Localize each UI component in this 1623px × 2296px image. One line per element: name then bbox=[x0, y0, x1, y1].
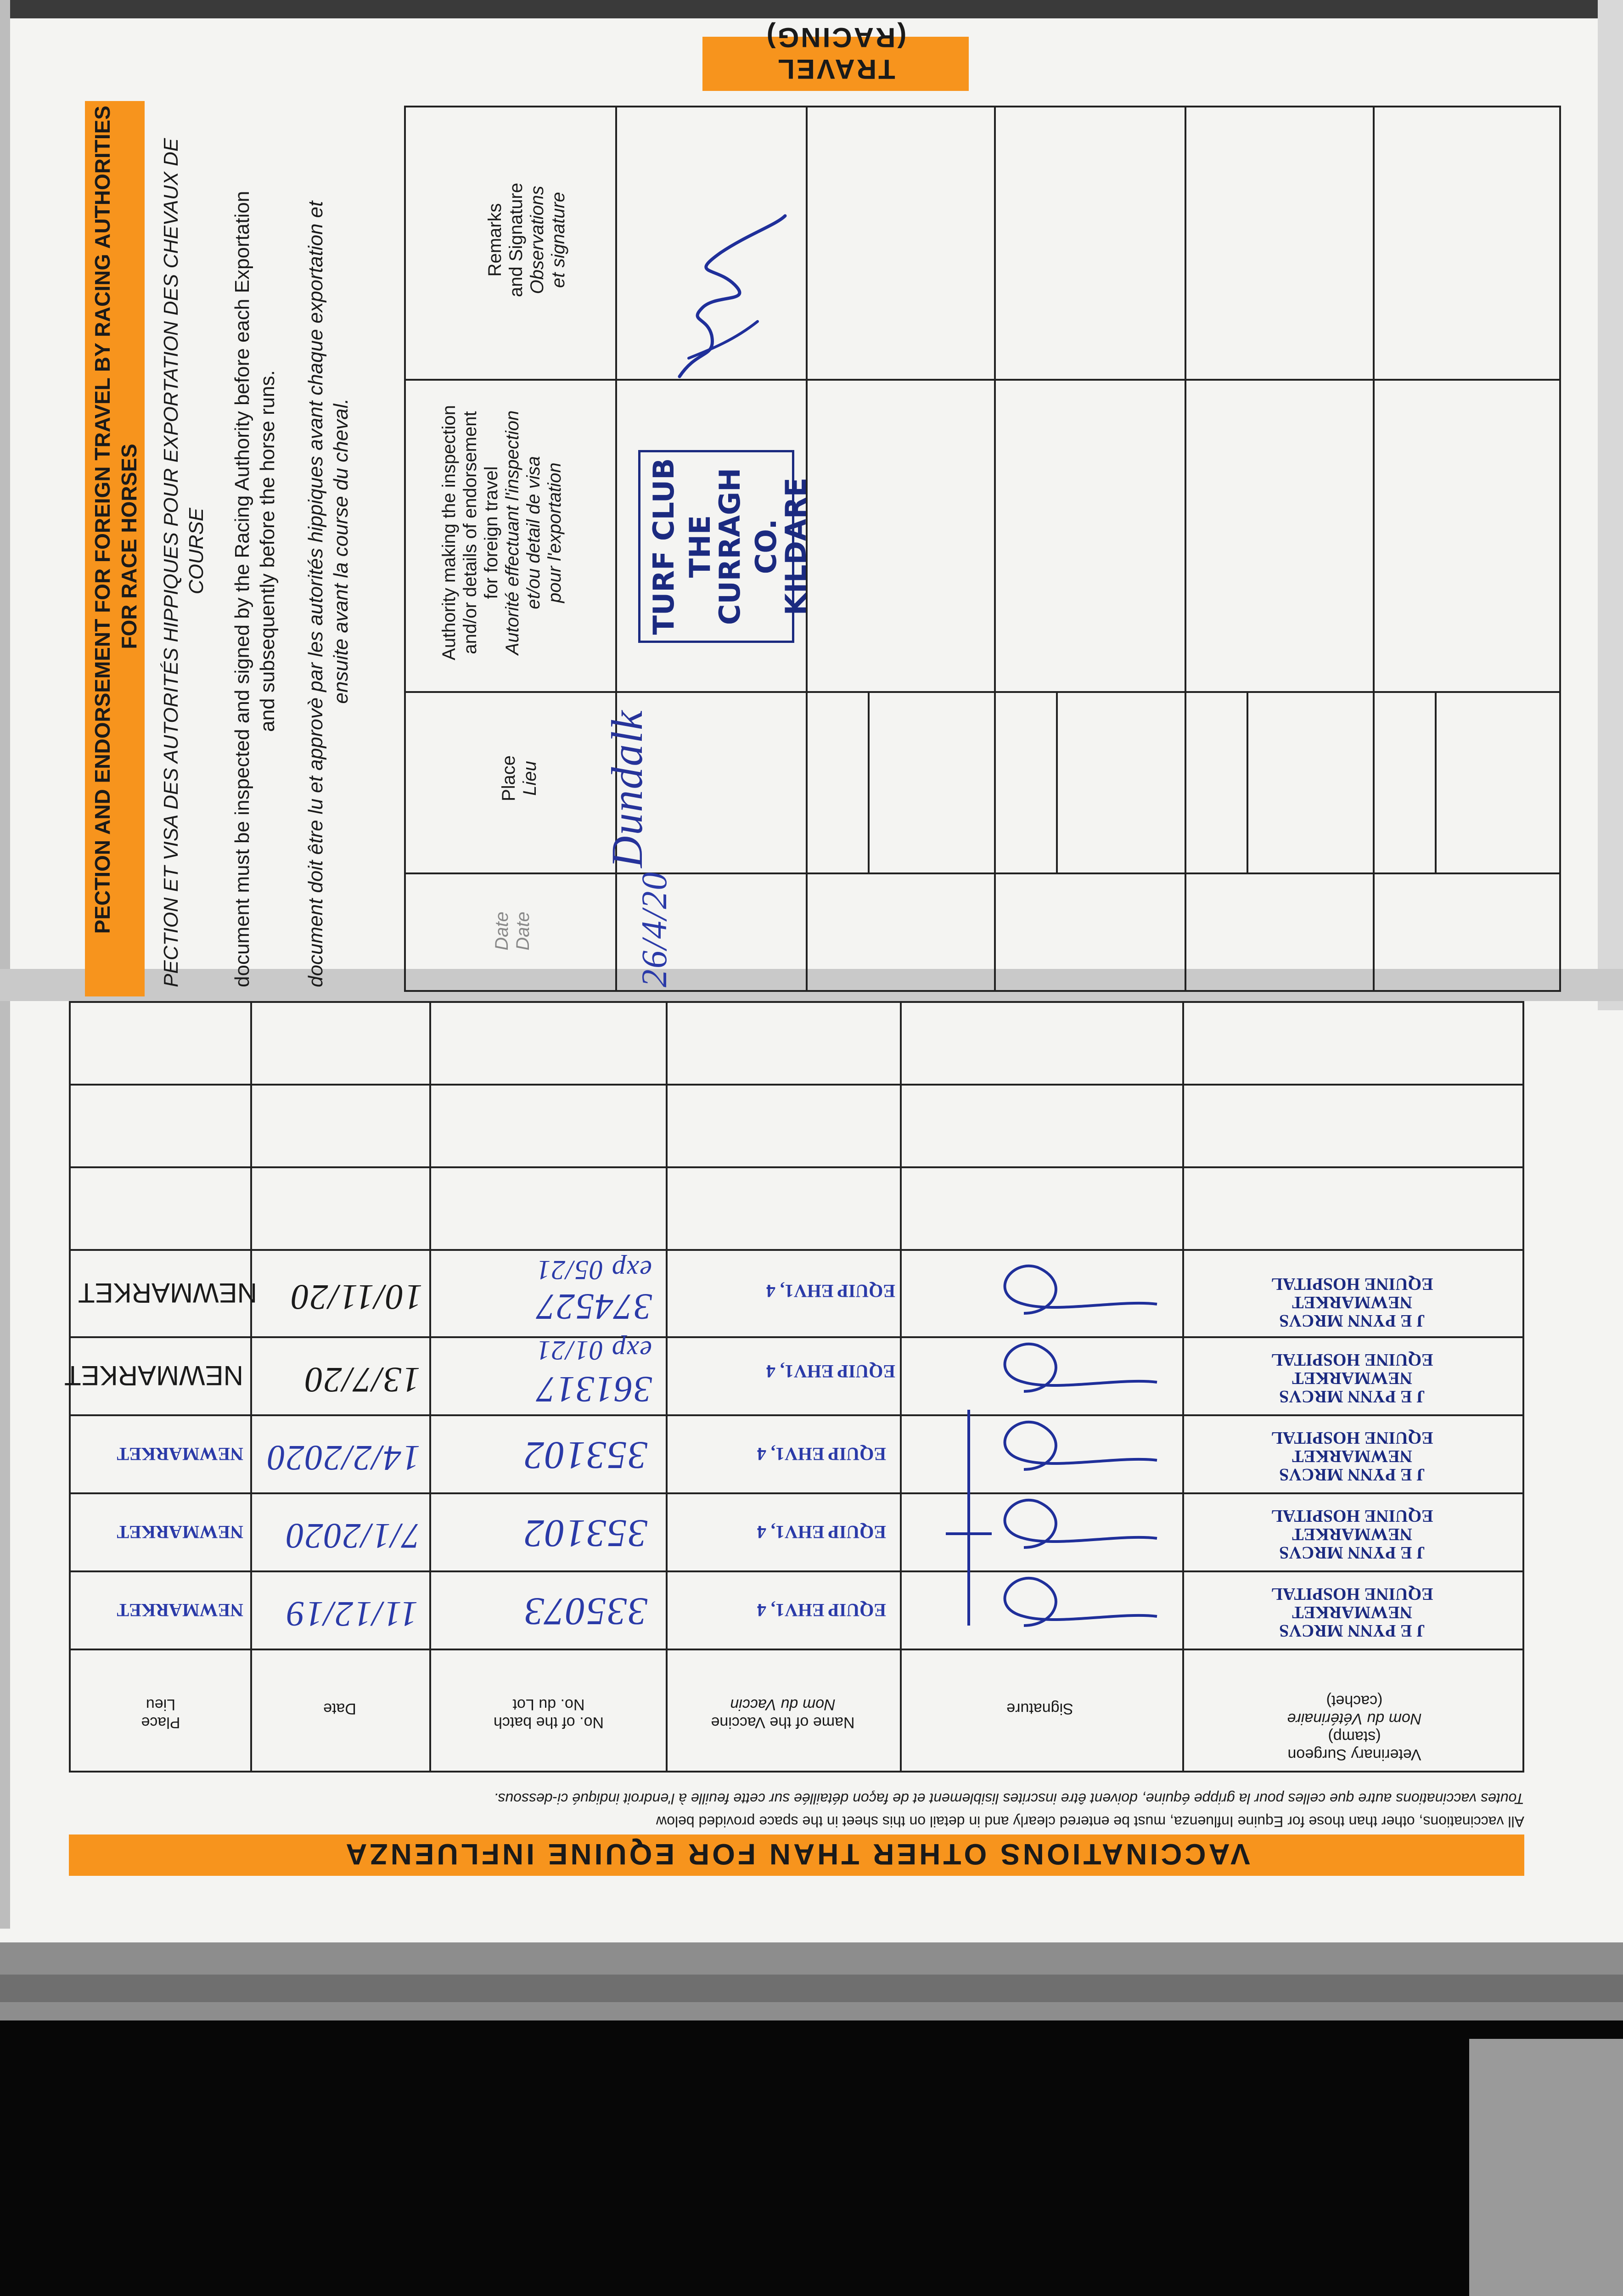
vet-stamp-line3: EQUINE HOSPITAL bbox=[1271, 1350, 1433, 1370]
col-header-place-fr: Lieu bbox=[520, 761, 540, 796]
vet-stamp-row4 bbox=[1194, 1350, 1511, 1405]
vet-stamp-line1: J E PYNN MRCVS bbox=[1279, 1465, 1425, 1484]
vet-stamp-line2: NEWMARKET bbox=[1292, 1446, 1412, 1466]
vaccinations-col-rule bbox=[1182, 1001, 1184, 1773]
col-header-place bbox=[498, 689, 540, 868]
endorsement-sub-rule bbox=[1435, 691, 1437, 872]
french-instruction bbox=[303, 115, 354, 987]
endorsement-sub-rule bbox=[1056, 691, 1058, 872]
col-header-authority bbox=[438, 379, 565, 687]
vet-stamp-line1: J E PYNN MRCVS bbox=[1279, 1311, 1425, 1330]
endorsement-heading-line1: PECTION AND ENDORSEMENT FOR FOREIGN TRAVEL BY RACING AUTHORITIES bbox=[90, 106, 114, 934]
endorsement-french-heading bbox=[158, 115, 209, 987]
french-heading-line1: PECTION ET VISA DES AUTORITÉS HIPPIQUES POUR EXPORTATION DES CHEVAUX DE bbox=[160, 138, 182, 987]
authority-line1: Authority making the inspection bbox=[439, 405, 459, 660]
batch-number-row5: 374527 bbox=[536, 1286, 652, 1327]
vet-stamp-row3 bbox=[1194, 1428, 1511, 1483]
endorsement-sub-rule bbox=[868, 691, 870, 872]
vaccine-name-row3: EQUIP EHV1, 4 bbox=[757, 1444, 886, 1464]
endorsement-heading-line2: FOR RACE HORSES bbox=[117, 444, 141, 649]
col-header-date-en: Date bbox=[492, 912, 512, 951]
batch-number-row2: 353102 bbox=[523, 1512, 647, 1556]
authority-line3: for foreign travel bbox=[481, 466, 501, 599]
date-row3: 14/2/2020 bbox=[266, 1438, 420, 1478]
place-row1: NEWMARKET bbox=[117, 1600, 243, 1621]
batch-header-line2: No. du Lot bbox=[512, 1695, 585, 1713]
vet-stamp-line2: NEWMARKET bbox=[1292, 1368, 1412, 1388]
french-instruction-line2: ensuite avant la course du cheval. bbox=[330, 398, 352, 704]
vet-stamp-line2: NEWMARKET bbox=[1292, 1525, 1412, 1544]
authority-fr-line2: et/ou detail de visa bbox=[523, 456, 544, 609]
col-header-remarks bbox=[484, 106, 569, 374]
date-row2: 7/1/2020 bbox=[285, 1516, 420, 1556]
vaccinations-col-rule bbox=[429, 1001, 431, 1773]
place-row2: NEWMARKET bbox=[117, 1522, 243, 1542]
english-instruction bbox=[230, 115, 280, 987]
vaccinations-row-rule bbox=[69, 1492, 1524, 1494]
batch-number-row4: 361317 bbox=[536, 1369, 652, 1409]
batch-expiry-row5: exp 05/21 bbox=[536, 1255, 652, 1285]
vaccinations-note-en: All vaccinations, other than those for Equine Influenza, must be entered clearly and in detail on this sheet in the space provided below bbox=[656, 1813, 1524, 1830]
vaccinations-col-rule bbox=[900, 1001, 902, 1773]
vaccinations-row-rule bbox=[69, 1084, 1524, 1086]
vaccinations-header-batch bbox=[436, 1695, 661, 1731]
endorsement-row-rule bbox=[1373, 106, 1375, 992]
vaccinations-col-rule bbox=[666, 1001, 668, 1773]
endorsement-row-rule bbox=[1185, 106, 1186, 992]
vet-stamp-line3: EQUINE HOSPITAL bbox=[1271, 1274, 1433, 1294]
remarks-line2: and Signature bbox=[506, 182, 526, 298]
place-header-line2: Lieu bbox=[146, 1695, 176, 1713]
turf-club-stamp-line3: CO. KILDARE bbox=[749, 477, 813, 616]
vet-stamp-row1 bbox=[1194, 1584, 1511, 1639]
turf-club-stamp bbox=[638, 450, 813, 643]
col-header-date bbox=[491, 875, 534, 987]
batch-header-line1: No. of the batch bbox=[493, 1714, 604, 1731]
vaccinations-header-vet bbox=[1194, 1692, 1515, 1763]
vaccinations-header-signature: Signature bbox=[1006, 1700, 1073, 1717]
vet-header-line1: Veterinary Surgeon bbox=[1287, 1746, 1421, 1763]
vaccine-name-row1: EQUIP EHV1, 4 bbox=[757, 1600, 886, 1621]
endorsement-column-rule bbox=[404, 379, 1561, 381]
vet-stamp-line2: NEWMARKET bbox=[1292, 1603, 1412, 1622]
vaccinations-col-rule bbox=[250, 1001, 252, 1773]
endorsement-table bbox=[404, 106, 1561, 992]
vet-signatures bbox=[918, 1212, 1166, 1644]
vet-stamp-line3: EQUINE HOSPITAL bbox=[1271, 1428, 1433, 1448]
vaccine-name-row2: EQUIP EHV1, 4 bbox=[757, 1522, 886, 1542]
date-row4: 13/7/20 bbox=[304, 1360, 420, 1400]
vet-header-line2: (stamp) bbox=[1328, 1728, 1381, 1745]
place-row3: NEWMARKET bbox=[117, 1444, 243, 1464]
place-row4: NEWMARKET bbox=[64, 1360, 243, 1391]
remarks-signature bbox=[661, 211, 799, 386]
french-heading-line2: COURSE bbox=[185, 507, 208, 595]
vet-stamp-line1: J E PYNN MRCVS bbox=[1279, 1543, 1425, 1562]
batch-number-row1: 335073 bbox=[523, 1590, 647, 1634]
vet-stamp-line1: J E PYNN MRCVS bbox=[1279, 1387, 1425, 1406]
english-instruction-line1: document must be inspected and signed by the Racing Authority before each Exportation bbox=[231, 191, 253, 987]
authority-fr-line1: Autorité effectuant l'inspection bbox=[502, 410, 522, 655]
authority-line2: and/or details of endorsement bbox=[460, 411, 480, 654]
remarks-line1: Remarks bbox=[485, 203, 505, 277]
vaccinations-row-rule bbox=[69, 1414, 1524, 1416]
batch-expiry-row4: exp 01/21 bbox=[536, 1335, 652, 1366]
col-header-place-en: Place bbox=[499, 755, 519, 802]
vaccinations-note-fr: Toutes vaccinations autre que celles pour la grippe équine, doivent être inscrites lisiblement et de façon détaillée sur cette feuille à l'endroit indiqué ci-dessous. bbox=[494, 1790, 1524, 1807]
place-row5: NEWMARKET bbox=[78, 1277, 257, 1308]
endorsement-sub-rule bbox=[1247, 691, 1248, 872]
vaccinations-row-rule bbox=[69, 1336, 1524, 1338]
vaccinations-header-place bbox=[76, 1695, 246, 1731]
vaccine-header-line1: Name of the Vaccine bbox=[711, 1714, 855, 1731]
remarks-fr-line2: et signature bbox=[548, 191, 568, 288]
endorsement-column-rule bbox=[404, 872, 1561, 874]
vet-stamp-row2 bbox=[1194, 1506, 1511, 1561]
turf-club-stamp-line2: THE CURRAGH bbox=[683, 467, 747, 625]
vet-header-line3: Nom du Vétérinaire bbox=[1287, 1710, 1422, 1728]
date-row1: 11/12/19 bbox=[286, 1594, 418, 1634]
vet-header-line4: (cachet) bbox=[1326, 1692, 1383, 1710]
endorsement-date-handwritten: 26/4/20 bbox=[634, 871, 674, 987]
vaccinations-row-rule bbox=[69, 1166, 1524, 1168]
vaccinations-header-rule bbox=[69, 1649, 1524, 1650]
vaccinations-row-rule bbox=[69, 1249, 1524, 1251]
endorsement-column-rule bbox=[404, 691, 1561, 693]
vaccinations-title: VACCINATIONS OTHER THAN FOR EQUINE INFLUENZA bbox=[343, 1838, 1250, 1871]
date-row5: 10/11/20 bbox=[290, 1277, 422, 1317]
remarks-fr-line1: Observations bbox=[527, 186, 547, 294]
vet-stamp-line2: NEWMARKET bbox=[1292, 1293, 1412, 1312]
vet-stamp-row5 bbox=[1194, 1274, 1511, 1329]
vaccine-name-row4: EQUIP EHV1, 4 bbox=[766, 1361, 895, 1382]
vaccinations-row-rule bbox=[69, 1570, 1524, 1572]
turf-club-stamp-line1: TURF CLUB bbox=[647, 458, 680, 635]
vaccine-header-line2: Nom du Vaccin bbox=[730, 1695, 836, 1713]
batch-number-row3: 353102 bbox=[523, 1434, 647, 1478]
english-instruction-line2: and subsequently before the horse runs. bbox=[256, 370, 279, 732]
endorsement-heading bbox=[90, 106, 142, 987]
vaccinations-header-date: Date bbox=[323, 1700, 356, 1717]
vet-stamp-line1: J E PYNN MRCVS bbox=[1279, 1621, 1425, 1640]
place-header-line1: Place bbox=[141, 1714, 180, 1731]
travel-racing-tab-label: TRAVEL (RACING) bbox=[764, 22, 907, 84]
authority-fr-line3: pour l'exportation bbox=[545, 462, 565, 603]
endorsement-place-handwritten: Dundalk bbox=[602, 709, 651, 868]
vaccinations-header-vaccine bbox=[670, 1695, 895, 1731]
endorsement-row-rule bbox=[994, 106, 996, 992]
vaccine-name-row5: EQUIP EHV1, 4 bbox=[766, 1281, 895, 1301]
vet-stamp-line3: EQUINE HOSPITAL bbox=[1271, 1584, 1433, 1604]
col-header-date-fr: Date bbox=[513, 912, 533, 951]
vet-stamp-line3: EQUINE HOSPITAL bbox=[1271, 1506, 1433, 1526]
french-instruction-line1: document doit être lu et approvè par les autorités hippiques avant chaque exportation et bbox=[304, 201, 327, 987]
